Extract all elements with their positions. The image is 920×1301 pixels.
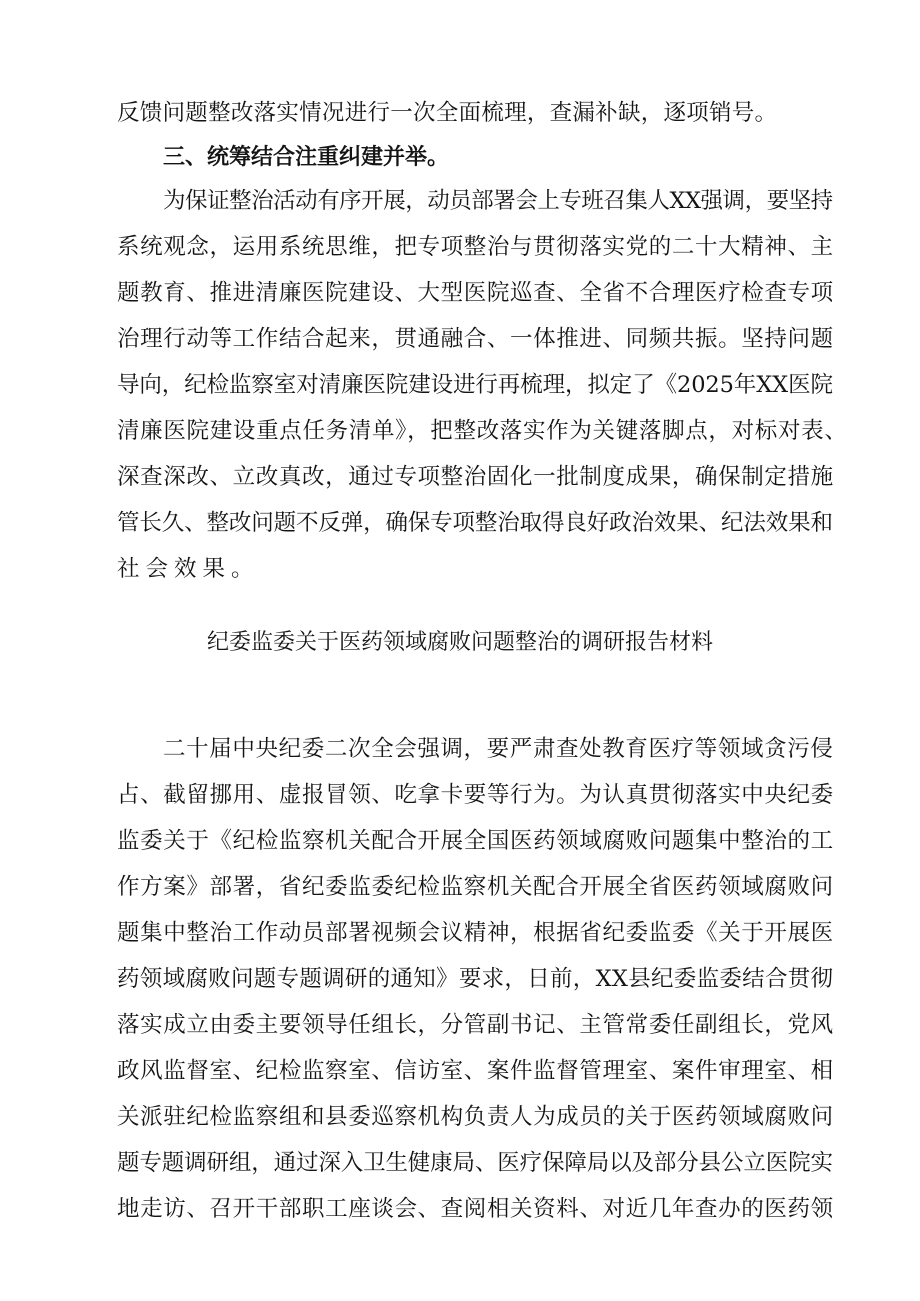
- paragraph-line: 深查深改、立改真改，通过专项整治固化一批制度成果，确保制定措施: [117, 464, 834, 490]
- paragraph-line: 监委关于《纪检监察机关配合开展全国医药领域腐败问题集中整治的工: [117, 828, 834, 854]
- paragraph-line: 社会效果。: [117, 556, 260, 582]
- paragraph-line: 作方案》部署，省纪委监委纪检监察机关配合开展全省医药领域腐败问: [117, 874, 834, 900]
- paragraph-line: 二十届中央纪委二次全会强调，要严肃查处教育医疗等领域贪污侵: [163, 736, 834, 762]
- document-title: 纪委监委关于医药领域腐败问题整治的调研报告材料: [206, 630, 713, 655]
- paragraph-line: 系统观念，运用系统思维，把专项整治与贯彻落实党的二十大精神、主: [117, 234, 834, 260]
- paragraph-line: 占、截留挪用、虚报冒领、吃拿卡要等行为。为认真贯彻落实中央纪委: [117, 782, 834, 808]
- paragraph-line: 反馈问题整改落实情况进行一次全面梳理，查漏补缺，逐项销号。: [117, 100, 778, 126]
- paragraph-line: 题教育、推进清廉医院建设、大型医院巡查、全省不合理医疗检查专项: [117, 280, 834, 306]
- paragraph-line: 落实成立由委主要领导任组长，分管副书记、主管常委任副组长，党风: [117, 1012, 834, 1038]
- paragraph-line: 管长久、整改问题不反弹，确保专项整治取得良好政治效果、纪法效果和: [117, 510, 833, 536]
- paragraph-line: 导向，纪检监察室对清廉医院建设进行再梳理，拟定了《2025年XX医院: [117, 372, 833, 398]
- paragraph-line: 题专题调研组，通过深入卫生健康局、医疗保障局以及部分县公立医院实: [117, 1150, 833, 1176]
- paragraph-line: 治理行动等工作结合起来，贯通融合、一体推进、同频共振。坚持问题: [117, 326, 834, 352]
- paragraph-line: 地走访、召开干部职工座谈会、查阅相关资料、对近几年查办的医药领: [117, 1196, 834, 1222]
- paragraph-line: 清廉医院建设重点任务清单》，把整改落实作为关键落脚点，对标对表、: [117, 418, 848, 444]
- paragraph-line: 药领域腐败问题专题调研的通知》要求，日前，XX县纪委监委结合贯彻: [117, 966, 834, 992]
- paragraph-line: 为保证整治活动有序开展，动员部署会上专班召集人XX强调，要坚持: [163, 188, 833, 214]
- section-heading: 三、统筹结合注重纠建并举。: [163, 145, 450, 170]
- paragraph-line: 关派驻纪检监察组和县委巡察机构负责人为成员的关于医药领域腐败问: [117, 1104, 834, 1130]
- paragraph-line: 政风监督室、纪检监察室、信访室、案件监督管理室、案件审理室、相: [117, 1058, 834, 1084]
- paragraph-line: 题集中整治工作动员部署视频会议精神，根据省纪委监委《关于开展医: [117, 920, 834, 946]
